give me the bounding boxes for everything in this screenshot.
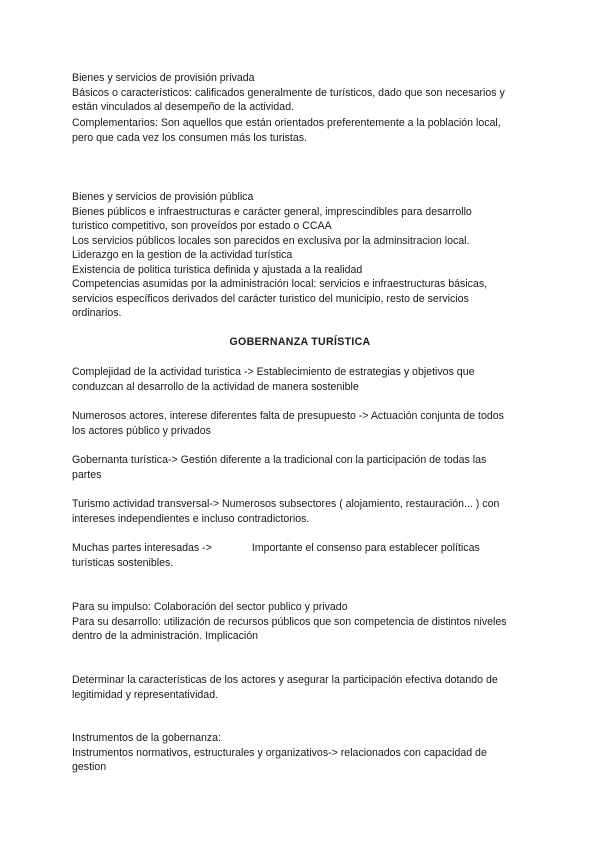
gob-p8-line-1: Instrumentos de la gobernanza: [72,732,221,744]
gob-p6-line-1: Para su impulso: Colaboración del sector publico y privado [72,601,348,613]
private-line-4: pero que cada vez los consumen más los turistas. [72,132,307,144]
page-heading: GOBERNANZA TURÍSTICA [229,336,371,348]
public-line-6: Competencias asumidas por la administración local: servicios e infraestructuras básicas, [72,278,488,290]
gob-p6-line-3: dentro de la administración. Implicación [72,630,259,642]
public-line-1: Bienes públicos e infraestructuras e carácter general, imprescindibles para desarrollo [72,206,472,218]
gob-p5-line-1 [72,541,480,555]
gob-p5-right: Importante el consenso para establecer políticas [251,542,480,554]
gob-p1-line-1: Complejidad de la actividad turistica -> Establecimiento de estrategias y objetivos que [72,366,475,378]
gob-p2-line-2: los actores público y privados [72,425,211,437]
gob-p5-line-2: turísticas sostenibles. [72,557,174,569]
gob-p7-line-1: Determinar la características de los actores y asegurar la participación efectiva dotando de [72,674,498,686]
gob-p3-line-2: partes [72,469,102,481]
private-line-3: Complementarios: Son aquellos que están orientados preferentemente a la población local, [72,117,501,129]
gob-p4-line-1: Turismo actividad transversal-> Numerosos subsectores ( alojamiento, restauración... ) con [72,498,500,510]
gob-p6-line-2: Para su desarrollo: utilización de recursos públicos que son competencia de distintos niveles [72,616,507,628]
public-line-8: ordinarios. [72,307,122,319]
private-line-2: están vinculados al desempeño de la actividad. [72,101,295,113]
public-line-2: turistico competitivo, son proveídos por estado o CCAA [72,220,332,232]
gob-p1-line-2: conduzcan al desarrollo de la actividad de manera sostenible [72,381,359,393]
gob-p7-line-2: legitimidad y representatividad. [72,689,219,701]
gob-p4-line-2: intereses independientes e incluso contradictorios. [72,513,310,525]
public-section-title: Bienes y servicios de provisión pública [72,191,254,203]
private-section-title: Bienes y servicios de provisión privada [72,72,255,84]
gob-p3-line-1: Gobernanta turística-> Gestión diferente a la tradicional con la participación de todas las [72,454,487,466]
public-line-3: Los servicios públicos locales son parecidos en exclusiva por la adminsitracion local. [72,235,470,247]
gob-p5-left: Muchas partes interesadas -> [72,542,212,554]
public-line-7: servicios específicos derivados del carácter turistico del municipio, resto de servicios [72,293,469,305]
gob-p8-line-3: gestion [72,761,107,773]
gob-p2-line-1: Numerosos actores, interese diferentes falta de presupuesto -> Actuación conjunta de todos [72,410,504,422]
public-line-4: Liderazgo en la gestion de la actividad turística [72,249,293,261]
public-line-5: Existencia de politica turistica definida y ajustada a la realidad [72,264,363,276]
private-line-1: Básicos o característicos: calificados generalmente de turísticos, dado que son necesarios y [72,87,505,99]
gob-p8-line-2: Instrumentos normativos, estructurales y organizativos-> relacionados con capacidad de [72,747,487,759]
